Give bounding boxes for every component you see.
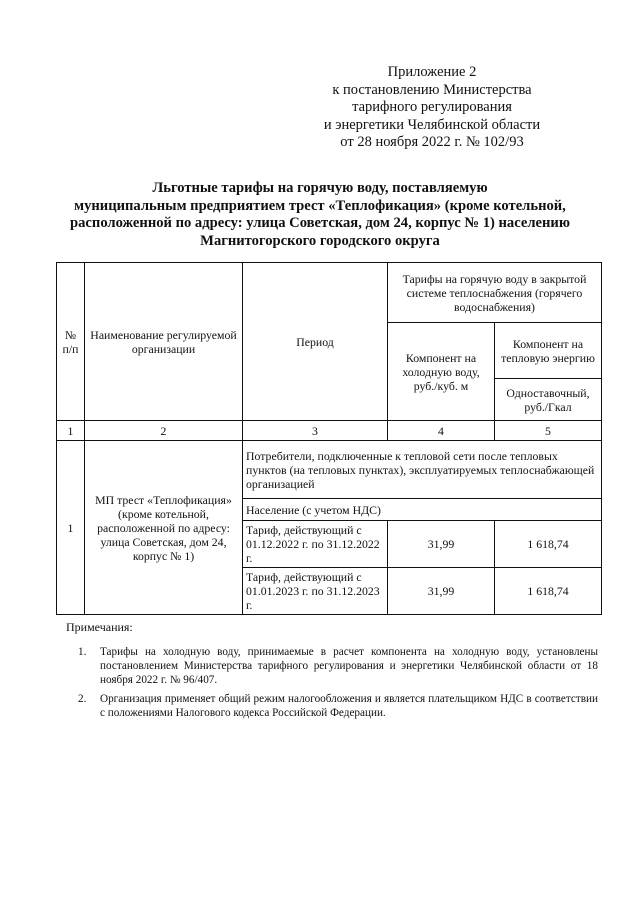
col-number: 3 [243, 421, 388, 441]
appendix-line: тарифного регулирования [352, 99, 512, 115]
title-line: муниципальным предприятием трест «Теплофикация» (кроме котельной, [74, 197, 566, 214]
cold-value: 31,99 [388, 568, 495, 615]
col-number: 4 [388, 421, 495, 441]
row-population: Население (с учетом НДС) [243, 499, 602, 521]
note-text: Организация применяет общий режим налогообложения и является плательщиком НДС в соответствии с положениями Налогового кодекса Российской Федерации. [100, 693, 598, 720]
title-line: Магнитогорского городского округа [200, 232, 440, 249]
note-text: Тарифы на холодную воду, принимаемые в расчет компонента на холодную воду, установлены постановлением Министерства тарифного регулирования и энергетики Челябинской области от 18 ноября 2022 г. № 96/407. [100, 646, 598, 686]
note-number: 1. [78, 646, 87, 658]
note-number: 2. [78, 693, 87, 706]
heat-value: 1 618,74 [495, 568, 602, 615]
appendix-line: от 28 ноября 2022 г. № 102/93 [340, 134, 524, 150]
row-org: МП трест «Теплофикация» (кроме котельной, расположенной по адресу: улица Советская, дом 24, корпус № 1) [85, 441, 243, 615]
period-label: Тариф, действующий с 01.12.2022 г. по 31.12.2022 г. [243, 521, 388, 568]
cold-value: 31,99 [388, 521, 495, 568]
tariff-table [56, 262, 602, 615]
heat-value: 1 618,74 [495, 521, 602, 568]
appendix-line: Приложение 2 [387, 64, 477, 80]
title-line: расположенной по адресу: улица Советская, дом 24, корпус № 1) населению [70, 215, 570, 231]
col-number: 2 [85, 421, 243, 441]
col-number: 1 [57, 421, 85, 441]
appendix-line: к постановлению Министерства [332, 81, 532, 98]
header-num: № п/п [57, 263, 85, 421]
document-title [50, 180, 590, 250]
col-number: 5 [495, 421, 602, 441]
title-line: Льготные тарифы на горячую воду, поставляемую [152, 180, 488, 196]
notes-list [78, 646, 598, 727]
appendix-header [302, 64, 562, 152]
appendix-line: и энергетики Челябинской области [323, 116, 541, 133]
header-cold-component: Компонент на холодную воду, руб./куб. м [388, 323, 495, 421]
header-single-rate: Одноставочный, руб./Гкал [495, 379, 602, 421]
header-tariffs-group: Тарифы на горячую воду в закрытой системе теплоснабжения (горячего водоснабжения) [388, 263, 602, 323]
row-consumers: Потребители, подключенные к тепловой сети после тепловых пунктов (на тепловых пунктах), эксплуатируемых теплоснабжающей организацией [243, 441, 602, 499]
notes-title: Примечания: [66, 620, 133, 634]
row-num: 1 [57, 441, 85, 615]
note-item [78, 693, 598, 721]
header-period: Период [243, 263, 388, 421]
header-heat-component: Компонент на тепловую энергию [495, 323, 602, 379]
header-org: Наименование регулируемой организации [85, 263, 243, 421]
note-item [78, 646, 598, 687]
period-label: Тариф, действующий с 01.01.2023 г. по 31.12.2023 г. [243, 568, 388, 615]
